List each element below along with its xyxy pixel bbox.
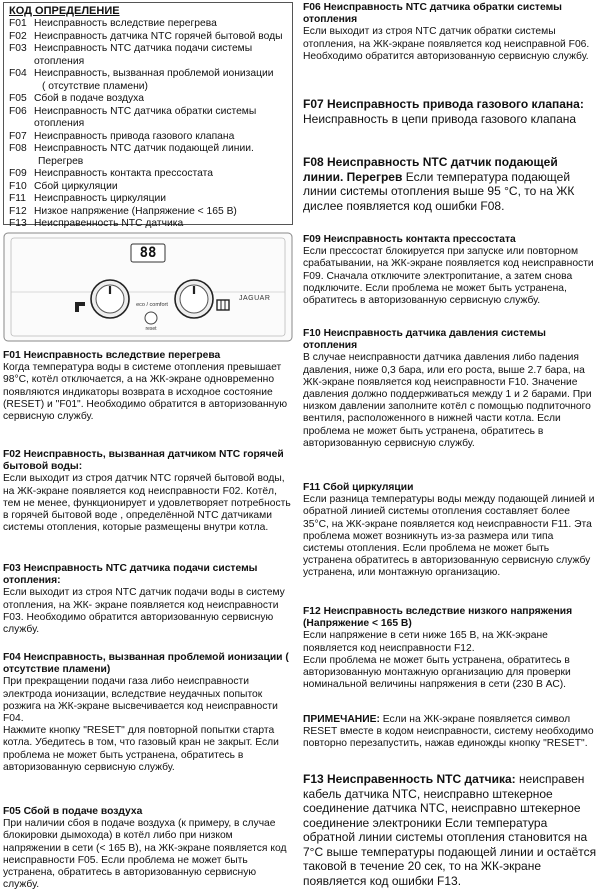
section-body: Если выходит из строя NTC датчик подачи воды в систему отопления, на ЖК- экране появляется код неисправности F03. Необходимо обратится авторизованную сервисную службу. <box>3 587 285 636</box>
error-description: Перегрев <box>38 155 84 167</box>
code-table-row <box>9 131 288 144</box>
error-description: Неисправность датчика NTC горячей бытовой воды <box>34 30 283 42</box>
section-body: Если прессостат блокируется при запуске или повторном срабатывании, на ЖК-экране появляется код неисправности F09. Сначала отключите электропитание, а затем снова подключите. Если проблема не может быть устранена, обратитесь в авторизованную сервисную службу. <box>303 246 594 307</box>
error-description: Сбой в подаче воздуха <box>34 93 144 104</box>
error-section <box>303 772 597 888</box>
section-title: F09 Неисправность контакта прессостата <box>303 234 516 245</box>
code-table-row <box>9 156 288 169</box>
error-code: F07 <box>9 130 27 142</box>
error-section <box>303 714 597 751</box>
error-section <box>3 563 293 636</box>
error-code: F01 <box>9 18 27 29</box>
heating-knob[interactable] <box>175 280 213 318</box>
code-table-row <box>9 181 288 194</box>
error-code: F13 <box>9 218 27 229</box>
error-description: Неисправность, вызванная проблемой ионизации <box>34 68 274 79</box>
brand-label: JAGUAR <box>239 295 271 302</box>
error-section <box>303 328 597 450</box>
error-description: Неисправность NTC датчик подающей линии. <box>34 143 254 154</box>
eco-comfort-label: eco / comfort <box>136 302 168 308</box>
error-section <box>303 155 597 213</box>
section-body: Если разница температуры воды между подающей линией и обратной линией системы отопления составляет более 35°С, на ЖК-экране появляется код неисправности F11. Эта проблема может возникнуть из-за размера или типа системы отопления. Если проблема не может быть устранена обратитесь в авторизованную сервисную службу устранена, или монтажную организацию. <box>303 494 595 579</box>
error-section <box>3 652 293 774</box>
error-section <box>3 806 293 891</box>
error-description: Неисправность вследствие перегрева <box>34 18 217 29</box>
error-code: F03 <box>9 43 27 54</box>
error-section <box>303 97 597 126</box>
code-table-header: КОД ОПРЕДЕЛЕНИЕ <box>9 5 120 17</box>
code-table-row <box>9 68 288 81</box>
code-table-row <box>9 168 288 181</box>
section-body: Если выходит из строя NTC датчик обратки системы отопления, на ЖК-экране появляется код неисправной F06. Необходимо обратится авторизованную сервисную службу. <box>303 26 590 62</box>
section-title: F13 Неисправенность NTC датчика: <box>303 772 516 786</box>
section-body: В случае неисправности датчика давления либо падения давления, ниже 0,3 бара, или его роста, выше 2.7 бара, на ЖК-экране появляется код неисправности F10. Значение давления должно поддерживаться между 1 и 2 барами. При низком давлении заполните котёл с помощью подпиточного вентиля, расположенного в нижней части котла. Если проблема не может быть устранена, обратитесь в авторизованную сервисную службу. <box>303 352 592 449</box>
error-code: F12 <box>9 205 27 217</box>
section-body: Если температура подающей линии системы отопления выше 95 °С, то на ЖК дислее появляется код ошибки F08. <box>303 169 575 213</box>
error-description: ( отсутствие пламени) <box>42 80 148 92</box>
error-section <box>3 449 293 534</box>
code-table-row <box>9 43 288 68</box>
error-code: F04 <box>9 68 27 79</box>
error-code: F10 <box>9 180 27 192</box>
code-table-row <box>9 106 288 131</box>
code-table-row <box>9 218 288 231</box>
error-description: Неисправность NTC датчика обратки системы отопления <box>34 105 257 129</box>
error-section <box>303 234 597 307</box>
error-section <box>303 2 597 63</box>
error-description: Неисправность NTC датчика подачи системы отопления <box>34 43 253 67</box>
error-description: Неисправность контакта прессостата <box>34 168 213 179</box>
reset-label: reset <box>145 326 157 332</box>
code-table-row <box>9 193 288 206</box>
code-table-row <box>9 143 288 156</box>
section-body: Если на ЖК-экране появляется символ RESET вместе в кодом неисправности, систему необходимо повторно перезапустить, нажав единожды кнопку "RESET". <box>303 714 594 750</box>
error-description: Неисправенность NTC датчика <box>34 218 184 229</box>
code-table-row <box>9 206 288 219</box>
error-code: F02 <box>9 30 27 42</box>
error-code: F11 <box>9 193 26 204</box>
section-title: F01 Неисправность вследствие перегрева <box>3 350 221 361</box>
error-code <box>9 81 34 94</box>
section-title: ПРИМЕЧАНИЕ: <box>303 714 380 725</box>
section-title: F12 Неисправность вследствие низкого напряжения (Напряжение < 165 В) <box>303 606 573 630</box>
section-body: Когда температура воды в системе отопления превышает 98°С, котёл отключается, а на ЖК-экране одновременно появляются индикаторы возврата в исходное состояние (RESET) и "F01". Необходимо обратится в авторизованную сервисную службу. <box>3 362 288 423</box>
section-title: F03 Неисправность NTC датчика подачи системы отопления: <box>3 563 258 587</box>
eco-comfort-button[interactable] <box>145 312 157 324</box>
error-section <box>3 350 293 423</box>
section-body: Неисправность в цепи привода газового клапана <box>303 111 577 126</box>
section-body: Если напряжение в сети ниже 165 В, на ЖК-экране появляется код неисправности F12. Если проблема не может быть устранена, обратитесь в авторизованную монтажную организацию для проверки номинальной величины напряжения в сети (230 В АС). <box>303 630 571 691</box>
error-code <box>9 156 34 169</box>
section-body: неисправен кабель датчика NTC, неисправно штекерное соединение датчика NTC, неисправно штекерное соединение электроники Если температура обратной линии системы отопления становится на 7°С выше температуры подающей линии и остаётся таковой в течение 20 сек, то на ЖК-экране появляется код ошибки F13. <box>303 772 597 888</box>
section-title: F07 Неисправность привода газового клапана: <box>303 97 584 111</box>
error-code-table <box>3 2 293 229</box>
code-table-row <box>9 93 288 106</box>
error-description: Неисправность привода газового клапана <box>34 130 235 142</box>
error-section <box>303 606 597 691</box>
section-body: При прекращении подачи газа либо неисправности электрода ионизации, вследствие неудачных попыток розжига на ЖК-экране высвечивается код неисправности F04. Нажмите кнопку "RESET" для повторной попытки старта котла. Убедитесь в том, что газовый кран не закрыт. Если проблема не может быть устранена, обратитесь в авторизованную сервисную службу. <box>3 676 279 773</box>
error-description: Неисправность циркуляции <box>34 193 166 204</box>
error-code: F05 <box>9 93 27 104</box>
lcd-display: 88 <box>139 245 157 261</box>
boiler-control-panel <box>3 232 293 342</box>
section-title: F06 Неисправность NTC датчика обратки системы отопления <box>303 2 562 26</box>
code-table-rows <box>9 18 288 231</box>
error-description: Низкое напряжение (Напряжение < 165 В) <box>34 205 237 217</box>
code-table-row <box>9 31 288 44</box>
section-title: F08 Неисправность NTC датчик подающей линии. Перегрев <box>303 155 558 184</box>
error-code: F08 <box>9 143 27 154</box>
error-code: F06 <box>9 105 27 117</box>
section-title: F04 Неисправность, вызванная проблемой ионизации ( отсутствие пламени) <box>3 652 289 676</box>
error-description: Сбой циркуляции <box>34 180 118 192</box>
error-code: F09 <box>9 168 27 179</box>
section-body: При наличии сбоя в подаче воздуха (к примеру, в случае блокировки дымохода) в котёл либо при низком напряжении в сети (< 165 В), на ЖК-экране появляется код неисправности F05. Если проблема не может быть устранена, обратитесь в авторизованную сервисную службу. <box>3 818 287 891</box>
section-title: F05 Сбой в подаче воздуха <box>3 806 143 817</box>
code-table-row <box>9 81 288 94</box>
section-title: F02 Неисправность, вызванная датчиком NTC горячей бытовой воды: <box>3 449 284 473</box>
error-section <box>303 482 597 580</box>
section-title: F10 Неисправность датчика давления системы отопления <box>303 328 546 352</box>
section-body: Если выходит из строя датчик NTC горячей бытовой воды, на ЖК-экране появляется код неисправности F02. Котёл, тем не менее, функционирует и удовлетворяет потребность в горячей бытовой воде , определённой NTC датчиками системы отопления, которые размещены внутри котла. <box>3 473 291 534</box>
code-table-row <box>9 18 288 31</box>
hot-water-knob[interactable] <box>91 280 129 318</box>
section-title: F11 Сбой циркуляции <box>303 482 414 493</box>
